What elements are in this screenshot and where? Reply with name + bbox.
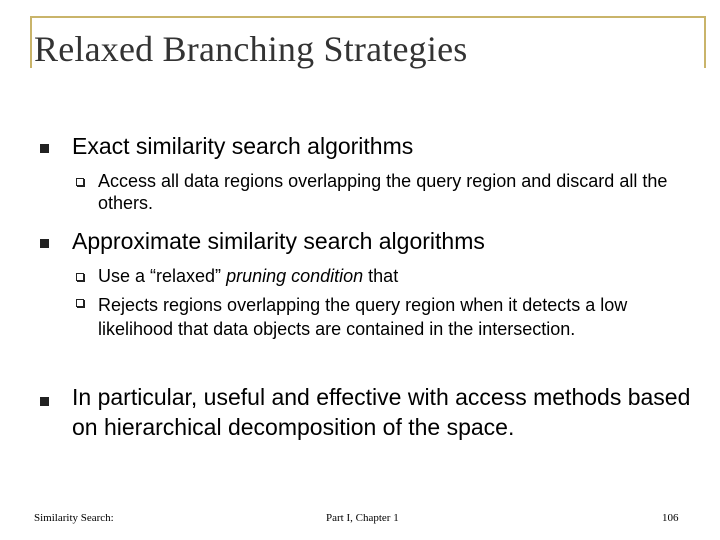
sub-bullet-relaxed-pruning [98, 265, 668, 287]
bullet-hierarchical: In particular, useful and effective with access methods based on hierarchical decomposition of the space. [72, 384, 691, 440]
footer-left: Similarity Search: [34, 512, 114, 524]
bullet-exact-search: Exact similarity search algorithms [72, 133, 414, 159]
relaxed-text: Use a “relaxed” [98, 266, 227, 286]
sub-bullet-hollow-square-icon [76, 178, 84, 186]
sub-bullet-hollow-square-icon [76, 299, 84, 307]
bullet-square-icon [40, 239, 49, 248]
slide-title: Relaxed Branching Strategies [34, 29, 468, 69]
title-rule-top [30, 16, 706, 18]
title-rule-right [704, 16, 706, 68]
sub-bullet-hollow-square-icon [76, 273, 84, 281]
that-text: that [363, 266, 399, 286]
sub-bullet-rejects-regions: Rejects regions overlapping the query region when it detects a low likelihood that data objects are contained in the intersection. [98, 295, 628, 339]
bullet-square-icon [40, 144, 49, 153]
pruning-condition-emphasis: pruning condition [226, 266, 364, 286]
footer-page-number: 106 [662, 512, 679, 524]
title-rule-left [30, 16, 32, 68]
bullet-square-icon [40, 397, 49, 406]
sub-bullet-access-all: Access all data regions overlapping the query region and discard all the others. [98, 171, 668, 213]
bullet-approx-search: Approximate similarity search algorithms [72, 228, 485, 254]
footer-center: Part I, Chapter 1 [326, 512, 399, 524]
